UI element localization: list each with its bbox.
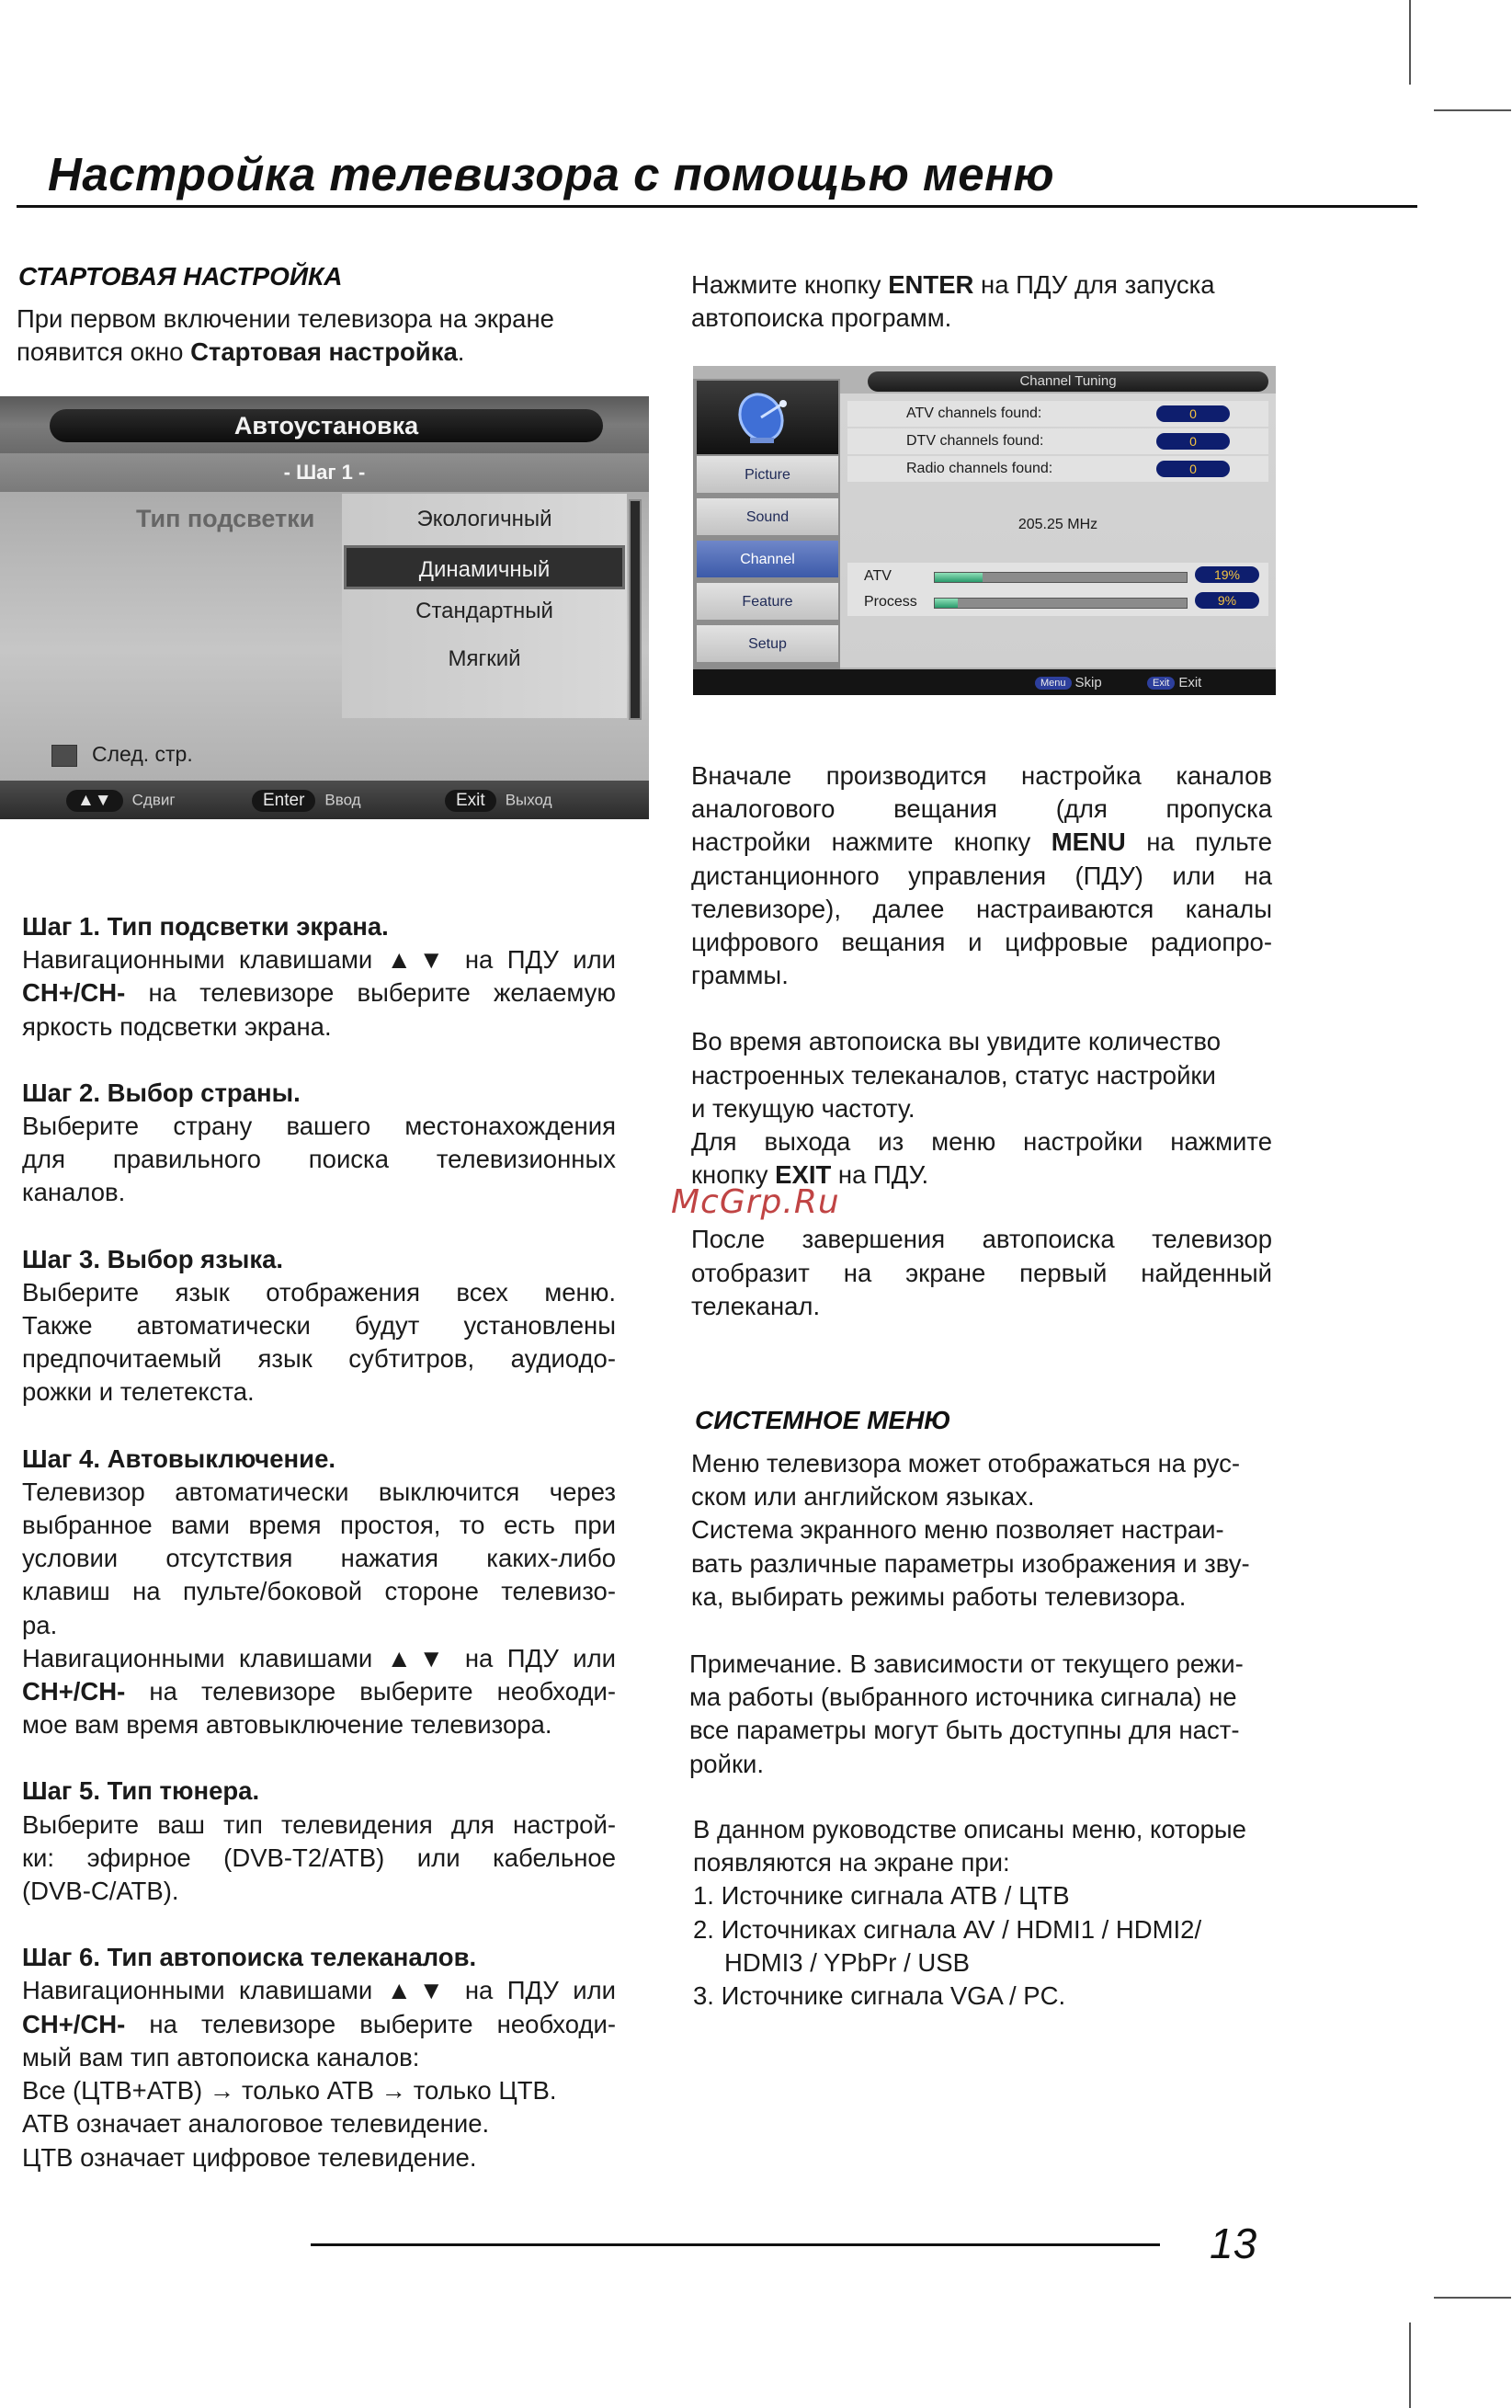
exit-hint[interactable]: Exit Exit	[1147, 675, 1201, 690]
step5-line: (DVB-C/АТВ).	[22, 1877, 179, 1906]
step6-title: Шаг 6. Тип автопоиска телеканалов.	[22, 1943, 477, 1972]
hint-exit	[445, 790, 552, 812]
option-eco[interactable]: Экологичный	[416, 507, 552, 531]
satellite-dish-icon	[697, 381, 838, 454]
step1-line: Навигационными клавишами ▲▼ на ПДУ или	[22, 945, 616, 975]
crop-mark-top-horizontal	[1434, 109, 1511, 111]
list-item: 3. Источнике сигнала VGA / PC.	[693, 1981, 1066, 2011]
step3-line: Также автоматически будут установлены	[22, 1311, 616, 1341]
step5-title: Шаг 5. Тип тюнера.	[22, 1776, 260, 1806]
tab-sound[interactable]: Sound	[697, 498, 838, 537]
step2-line: для правильного поиска телевизионных	[22, 1145, 616, 1174]
menu-key-icon: Menu	[1035, 677, 1072, 690]
screen-step: - Шаг 1 -	[0, 453, 649, 492]
step6-line: Все (ЦТВ+АТВ) → только АТВ → только ЦТВ.	[22, 2076, 557, 2106]
skip-hint[interactable]: Menu Skip	[1035, 675, 1102, 690]
exit-key-icon: Exit	[1147, 677, 1175, 690]
title-rule	[17, 205, 1417, 208]
step5-line: Выберите ваш тип телевидения для настрой-	[22, 1809, 616, 1839]
watermark: McGrp.Ru	[671, 1183, 840, 1221]
radio-found-value: 0	[1156, 461, 1230, 477]
hint-enter-label: Ввод	[324, 791, 361, 809]
step4-title: Шаг 4. Автовыключение.	[22, 1444, 336, 1473]
tab-feature[interactable]: Feature	[697, 583, 838, 622]
autosetup-screen	[0, 396, 649, 819]
list-item: 2. Источниках сигнала AV / HDMI1 / HDMI2/	[693, 1914, 1202, 1944]
hint-move	[66, 790, 176, 812]
list-item: 1. Источнике сигнала АТВ / ЦТВ	[693, 1881, 1070, 1911]
progress-block	[847, 563, 1268, 616]
tuning-panel	[840, 394, 1276, 668]
list-item: HDMI3 / YPbPr / USB	[724, 1947, 970, 1977]
sources-list: В данном руководстве описаны меню, которые появляются на экране при: 1. Источнике сигнала АТВ / ЦТВ 2. Источниках сигнала AV / HDMI1 / HDMI2/ HDMI3 / YPbPr / USB 3. Источнике сигнала VGA / PC.	[693, 1813, 1309, 2013]
page-number: 13	[1210, 2220, 1257, 2267]
step1-line: яркость подсветки экрана.	[22, 1011, 332, 1041]
step4-line: выбранное вами время простоя, то есть при	[22, 1511, 616, 1540]
process-progress-fill	[935, 599, 958, 608]
step1-line: CH+/CH- на телевизоре выберите желаемую	[22, 978, 616, 1008]
tuning-description: Вначале производится настройка каналов аналогового вещания (для пропуска настройки нажмите кнопку MENU на пульте дистанционного управления (ПДУ) или на телевизоре), далее настраиваются каналы цифрового вещания и цифровые радиопро- граммы. Во время автопоиска вы увидите количество настроенных телеканалов, статус настройки и текущую частоту. Для выхода из меню настройки нажмите кнопку EXIT на ПДУ. После завершения автопоиска телевизор отобразит на экране первый найденный телеканал.	[691, 761, 1272, 1320]
section-heading-startup: СТАРТОВАЯ НАСТРОЙКА	[18, 262, 343, 291]
intro-bold: Стартовая настройка	[190, 337, 458, 367]
atv-progress-percent: 19%	[1195, 566, 1259, 583]
step6-line: Навигационными клавишами ▲▼ на ПДУ или	[22, 1976, 616, 2005]
atv-found-row: ATV channels found: 0	[847, 401, 1268, 427]
step1-title: Шаг 1. Тип подсветки экрана.	[22, 912, 389, 941]
intro-text: При первом включении телевизора на экране появится окно	[17, 304, 554, 367]
step3-title: Шаг 3. Выбор языка.	[22, 1244, 284, 1273]
hint-move-label: Сдвиг	[131, 791, 176, 809]
menu-tab-column	[693, 379, 840, 669]
atv-progress-fill	[935, 573, 983, 582]
options-scrollbar[interactable]	[629, 499, 642, 720]
atv-progress-bar	[934, 572, 1188, 583]
step3-line: предпочитаемый язык субтитров, аудиодо-	[22, 1344, 616, 1374]
atv-found-value: 0	[1156, 405, 1230, 422]
backlight-options-list	[342, 494, 627, 718]
process-progress-bar	[934, 598, 1188, 609]
step4-line: ра.	[22, 1610, 58, 1639]
step4-line: мое вам время автовыключение телевизора.	[22, 1710, 552, 1740]
note-text: Примечание. В зависимости от текущего режи- ма работы (выбранного источника сигнала) не все параметры могут быть доступны для наст- ройки.	[689, 1649, 1244, 1778]
step4-line: клавиш на пульте/боковой стороне телевизо-	[22, 1577, 616, 1606]
startup-intro	[17, 302, 614, 369]
hint-exit-label: Выход	[505, 791, 552, 809]
step3-line: рожки и телетекста.	[22, 1377, 255, 1407]
hint-enter	[252, 790, 361, 812]
next-page-checkbox[interactable]	[51, 745, 77, 767]
tab-picture[interactable]: Picture	[697, 456, 838, 495]
option-standard[interactable]: Стандартный	[415, 599, 553, 623]
page-title: Настройка телевизора с помощью меню	[48, 148, 1055, 200]
channel-tuning-screen	[693, 366, 1276, 695]
step2-title: Шаг 2. Выбор страны.	[22, 1078, 301, 1107]
crop-mark-bottom-horizontal	[1434, 2297, 1511, 2299]
step2-line: каналов.	[22, 1178, 126, 1207]
footer-rule	[311, 2243, 1160, 2246]
step2-line: Выберите страну вашего местонахождения	[22, 1112, 616, 1141]
next-page-label: След. стр.	[92, 742, 193, 766]
step6-line: CH+/CH- на телевизоре выберите необходи-	[22, 2009, 616, 2038]
step6-line: ЦТВ означает цифровое телевидение.	[22, 2142, 477, 2172]
tab-channel[interactable]: Channel	[697, 541, 838, 579]
step4-line: Навигационными клавишами ▲▼ на ПДУ или	[22, 1643, 616, 1672]
enter-instruction: Нажмите кнопку ENTER на ПДУ для запуска автопоиска программ.	[691, 270, 1215, 333]
dtv-found-row: DTV channels found: 0	[847, 428, 1268, 454]
dtv-found-value: 0	[1156, 433, 1230, 450]
process-progress-percent: 9%	[1195, 592, 1259, 609]
frequency-readout: 205.25 MHz	[1017, 517, 1098, 532]
next-page-item[interactable]	[51, 742, 193, 767]
arrows-key-icon: ▲▼	[66, 790, 123, 812]
step6-line: мый вам тип автопоиска каналов:	[22, 2042, 420, 2071]
intro-end: .	[457, 337, 465, 367]
radio-found-row: Radio channels found: 0	[847, 456, 1268, 482]
option-dynamic-selected[interactable]: Динамичный	[344, 545, 625, 589]
tuning-footer	[693, 669, 1276, 695]
system-menu-text: Меню телевизора может отображаться на рус- ском или английском языках. Система экранного меню позволяет настраи- вать различные параметры изображения и зву- ка, выбирать режимы работы телевизора.	[691, 1449, 1250, 1611]
option-soft[interactable]: Мягкий	[448, 646, 521, 671]
step6-line: АТВ означает аналоговое телевидение.	[22, 2109, 490, 2139]
progress-label-atv: ATV	[864, 568, 892, 584]
screen-hint-bar	[0, 781, 649, 819]
channel-tuning-title: Channel Tuning	[868, 371, 1268, 392]
screen-title: Автоустановка	[50, 409, 603, 442]
enter-key-icon: Enter	[252, 790, 315, 812]
setup-steps	[22, 910, 616, 2174]
progress-label-process: Process	[864, 594, 917, 610]
tab-setup[interactable]: Setup	[697, 625, 838, 664]
crop-mark-bottom-vertical	[1409, 2322, 1411, 2408]
step4-line: условии отсутствия нажатия каких-либо	[22, 1544, 616, 1573]
step5-line: ки: эфирное (DVB-T2/АТВ) или кабельное	[22, 1843, 616, 1872]
backlight-type-label: Тип подсветки	[136, 505, 315, 532]
exit-key-icon: Exit	[445, 790, 496, 812]
step3-line: Выберите язык отображения всех меню.	[22, 1277, 616, 1307]
step4-line: Телевизор автоматически выключится через	[22, 1477, 616, 1506]
crop-mark-top-vertical	[1409, 0, 1411, 85]
section-heading-system-menu: СИСТЕМНОЕ МЕНЮ	[695, 1406, 951, 1434]
step4-line: CH+/CH- на телевизоре выберите необходи-	[22, 1677, 616, 1706]
